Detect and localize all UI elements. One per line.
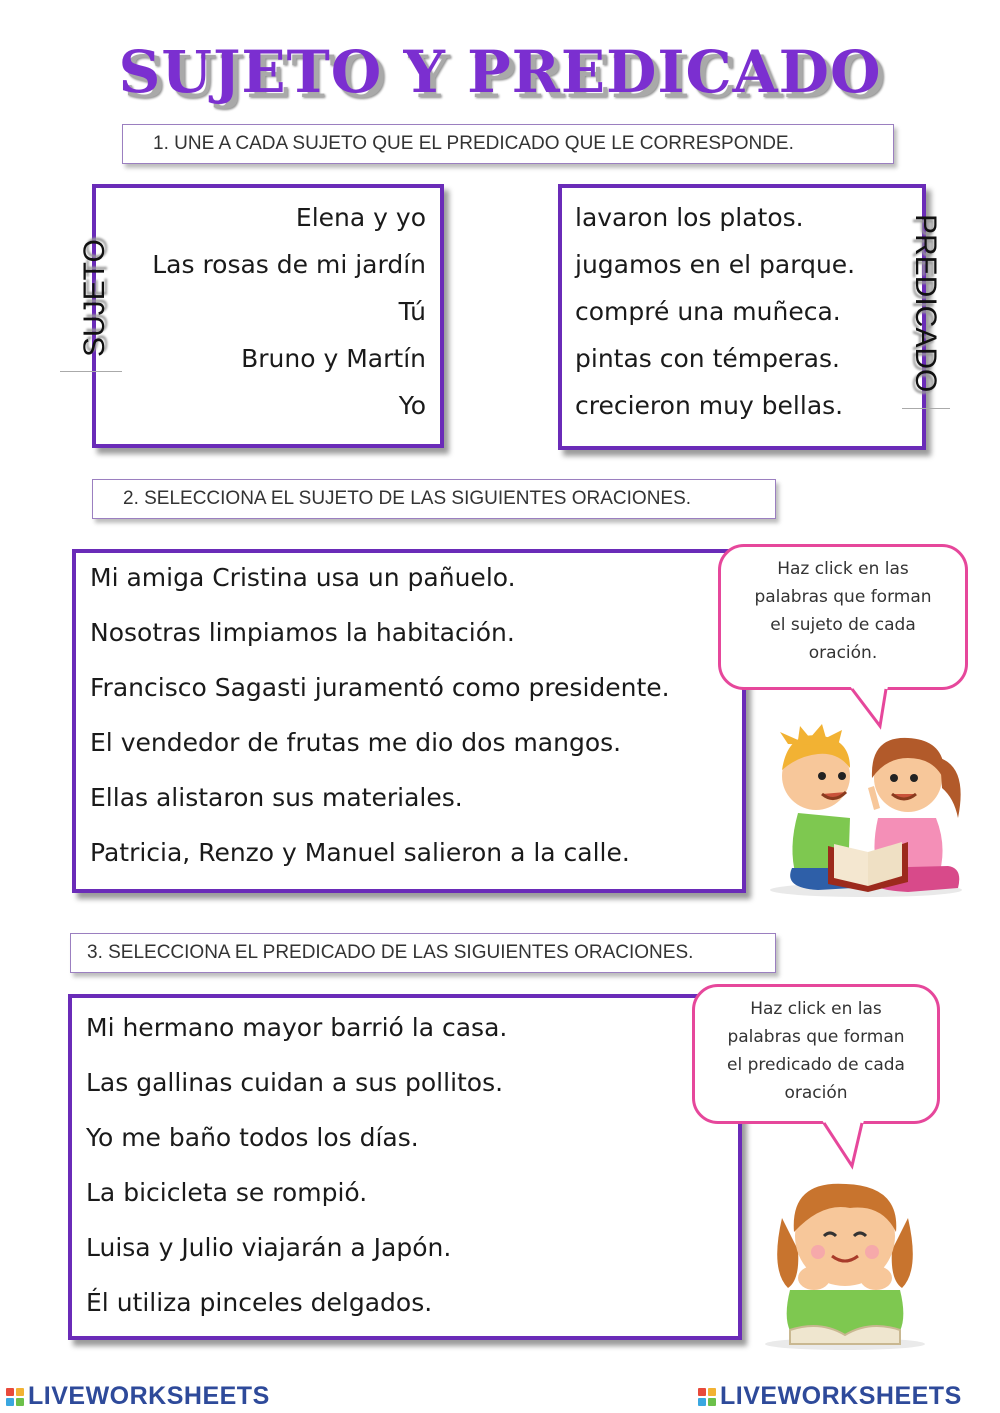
subject-vertical-label: SUJETO	[78, 239, 111, 357]
instruction-1-text: 1. UNE A CADA SUJETO QUE EL PREDICADO QUE LE CORRESPONDE.	[153, 133, 794, 154]
predicate-vertical-label: PREDICADO	[909, 214, 942, 393]
subject-item[interactable]: Elena y yo	[295, 203, 426, 232]
footer-brand-text: LIVEWORKSHEETS	[720, 1382, 962, 1410]
speech-bubble	[692, 984, 940, 1124]
predicate-item[interactable]: crecieron muy bellas.	[575, 391, 844, 420]
bubble-line: oración	[784, 1083, 848, 1103]
speech-bubble-tail	[820, 1120, 870, 1170]
liveworksheets-logo-icon	[6, 1388, 24, 1406]
bubble-line: Haz click en las	[750, 999, 882, 1019]
bubble-line: palabras que forman	[727, 1027, 905, 1047]
instruction-3	[70, 933, 776, 973]
girl-reading-illustration	[760, 1170, 930, 1352]
predicate-item[interactable]: compré una muñeca.	[575, 297, 841, 326]
sentence[interactable]: Nosotras limpiamos la habitación.	[90, 618, 515, 647]
predicate-item[interactable]: pintas con témperas.	[575, 344, 840, 373]
sentence[interactable]: Las gallinas cuidan a sus pollitos.	[86, 1068, 504, 1097]
bubble-line: palabras que forman	[754, 587, 932, 607]
subject-item[interactable]: Yo	[398, 391, 426, 420]
instruction-2-text: 2. SELECCIONA EL SUJETO DE LAS SIGUIENTES ORACIONES.	[123, 488, 692, 509]
footer-logo-right[interactable]	[698, 1382, 962, 1411]
sentence[interactable]: Ellas alistaron sus materiales.	[90, 783, 463, 812]
predicate-item[interactable]: lavaron los platos.	[575, 203, 804, 232]
sentence[interactable]: Luisa y Julio viajarán a Japón.	[86, 1233, 452, 1262]
footer-logo-left[interactable]	[6, 1382, 270, 1411]
predicate-item[interactable]: jugamos en el parque.	[575, 250, 856, 279]
divider	[60, 371, 122, 372]
instruction-3-text: 3. SELECCIONA EL PREDICADO DE LAS SIGUIENTES ORACIONES.	[87, 942, 694, 963]
kids-reading-illustration	[758, 718, 973, 898]
sentence[interactable]: Francisco Sagasti juramentó como presidente.	[90, 673, 670, 702]
sentence[interactable]: Mi amiga Cristina usa un pañuelo.	[90, 563, 516, 592]
sentence[interactable]: Mi hermano mayor barrió la casa.	[86, 1013, 508, 1042]
instruction-2	[92, 479, 776, 519]
subject-item[interactable]: Las rosas de mi jardín	[152, 250, 426, 279]
subject-item[interactable]: Bruno y Martín	[241, 344, 426, 373]
liveworksheets-logo-icon	[698, 1388, 716, 1406]
sentence[interactable]: Yo me baño todos los días.	[86, 1123, 419, 1152]
sentence[interactable]: La bicicleta se rompió.	[86, 1178, 368, 1207]
bubble-line: Haz click en las	[777, 559, 909, 579]
speech-bubble	[718, 544, 968, 690]
bubble-line: oración.	[808, 643, 878, 663]
page-title: SUJETO Y PREDICADO	[118, 38, 882, 106]
bubble-line: el sujeto de cada	[770, 615, 916, 635]
bubble-line: el predicado de cada	[727, 1055, 905, 1075]
sentence[interactable]: El vendedor de frutas me dio dos mangos.	[90, 728, 622, 757]
subject-item[interactable]: Tú	[398, 297, 426, 326]
divider	[902, 408, 950, 409]
sentence[interactable]: Él utiliza pinceles delgados.	[86, 1288, 433, 1317]
footer-brand-text: LIVEWORKSHEETS	[28, 1382, 270, 1410]
sentence[interactable]: Patricia, Renzo y Manuel salieron a la calle.	[90, 838, 630, 867]
instruction-1	[122, 124, 894, 164]
